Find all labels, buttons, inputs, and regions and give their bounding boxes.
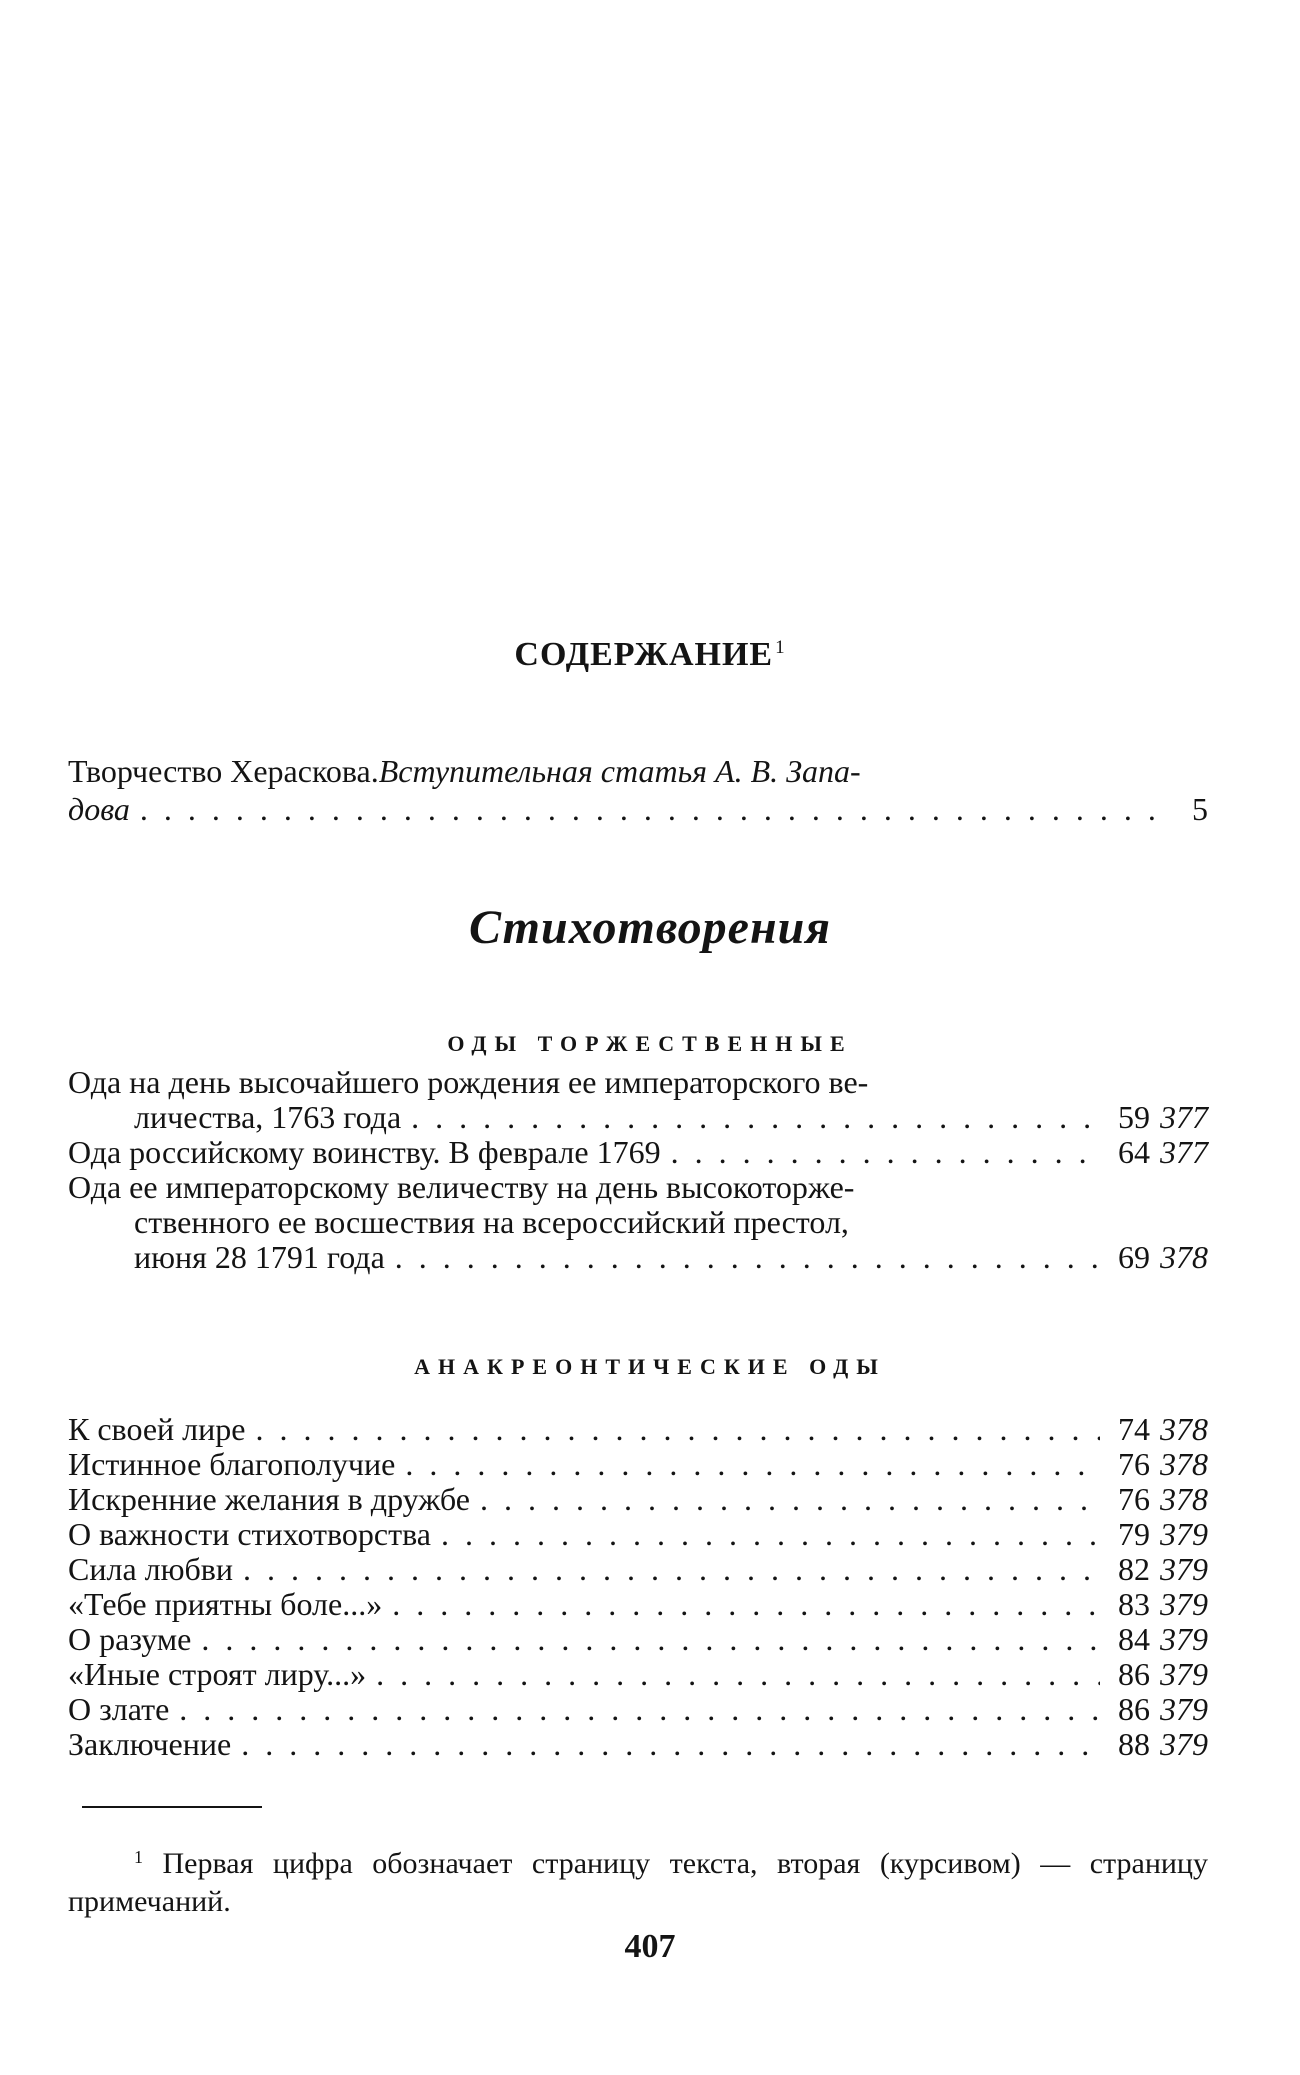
dot-leader: [661, 1135, 1100, 1170]
intro-line-1: [68, 752, 1208, 790]
notes-page: 377: [1160, 1134, 1208, 1170]
dot-leader: [191, 1622, 1100, 1657]
entry-label: О разуме: [68, 1621, 192, 1657]
entry-label: К своей лире: [68, 1411, 246, 1447]
contents-title: [0, 636, 1300, 674]
dot-leader: [431, 1517, 1100, 1552]
notes-page: 378: [1160, 1481, 1208, 1517]
toc-entry[interactable]: [68, 1657, 1208, 1692]
intro-subtitle-end: дова: [68, 791, 130, 827]
text-page: 86: [1118, 1691, 1150, 1727]
notes-page: 378: [1160, 1446, 1208, 1482]
intro-entry[interactable]: [68, 752, 1208, 828]
text-page: 69: [1118, 1239, 1150, 1275]
notes-page: 379: [1160, 1516, 1208, 1552]
entry-label: О злате: [68, 1691, 170, 1727]
entry-label: июня 28 1791 года: [134, 1239, 385, 1275]
entry-label: личества, 1763 года: [134, 1099, 402, 1135]
text-page: 86: [1118, 1656, 1150, 1692]
entry-label: «Иные строят лиру...»: [68, 1656, 367, 1692]
toc-entry[interactable]: [68, 1135, 1208, 1170]
toc-entry[interactable]: [68, 1412, 1208, 1447]
text-page: 79: [1118, 1516, 1150, 1552]
toc-entry[interactable]: [68, 1587, 1208, 1622]
dot-leader: [130, 790, 1174, 828]
entry-line: Ода ее императорскому величеству на день высокоторже-: [68, 1169, 855, 1205]
footnote-marker: 1: [775, 637, 786, 658]
dot-leader: [231, 1727, 1100, 1762]
dot-leader: [470, 1482, 1100, 1517]
entry-label: Истинное благополучие: [68, 1446, 396, 1482]
intro-page: 5: [1192, 791, 1208, 827]
contents-title-text: СОДЕРЖАНИЕ: [514, 636, 774, 673]
toc-entry[interactable]: [68, 1065, 1208, 1135]
toc-entry[interactable]: [68, 1692, 1208, 1727]
notes-page: 379: [1160, 1551, 1208, 1587]
text-page: 64: [1118, 1134, 1150, 1170]
toc-entry[interactable]: [68, 1727, 1208, 1762]
entry-label: Сила любви: [68, 1551, 234, 1587]
section1-list: [68, 1065, 1208, 1275]
notes-page: 379: [1160, 1586, 1208, 1622]
entry-label: Искренние желания в дружбе: [68, 1481, 470, 1517]
page-number: 407: [624, 1928, 676, 1965]
entry-label: Ода российскому воинству. В феврале 1769: [68, 1134, 661, 1170]
notes-page: 379: [1160, 1691, 1208, 1727]
dot-leader: [395, 1447, 1100, 1482]
toc-entry[interactable]: [68, 1447, 1208, 1482]
notes-page: 379: [1160, 1726, 1208, 1762]
notes-page: 378: [1160, 1239, 1208, 1275]
dot-leader: [382, 1587, 1100, 1622]
dot-leader: [233, 1552, 1100, 1587]
text-page: 84: [1118, 1621, 1150, 1657]
dot-leader: [366, 1657, 1100, 1692]
dot-leader: [401, 1100, 1100, 1135]
dot-leader: [385, 1240, 1100, 1275]
footnote-mark: 1: [134, 1847, 143, 1867]
toc-entry[interactable]: [68, 1552, 1208, 1587]
toc-entry[interactable]: [68, 1517, 1208, 1552]
entry-label: О важности стихотворства: [68, 1516, 431, 1552]
text-page: 59: [1118, 1099, 1150, 1135]
dot-leader: [169, 1692, 1100, 1727]
dot-leader: [245, 1412, 1100, 1447]
entry-label: Заключение: [68, 1726, 232, 1762]
toc-entry[interactable]: [68, 1170, 1208, 1275]
intro-line-2: [68, 790, 1208, 828]
entry-line: Ода на день высочайшего рождения ее императорского ве-: [68, 1064, 869, 1100]
text-page: 88: [1118, 1726, 1150, 1762]
text-page: 83: [1118, 1586, 1150, 1622]
text-page: 74: [1118, 1411, 1150, 1447]
text-page: 82: [1118, 1551, 1150, 1587]
notes-page: 377: [1160, 1099, 1208, 1135]
section-title-anacreontic: АНАКРЕОНТИЧЕСКИЕ ОДЫ: [414, 1354, 886, 1379]
text-page: 76: [1118, 1446, 1150, 1482]
section-title-odes-solemn: ОДЫ ТОРЖЕСТВЕННЫЕ: [447, 1031, 853, 1056]
footnote: [68, 1838, 1208, 1921]
intro-author: Творчество Хераскова.: [68, 753, 379, 789]
entry-label: «Тебе приятны боле...»: [68, 1586, 383, 1622]
text-page: 76: [1118, 1481, 1150, 1517]
part-title: Стихотворения: [468, 901, 832, 954]
toc-entry[interactable]: [68, 1622, 1208, 1657]
notes-page: 379: [1160, 1656, 1208, 1692]
footnote-divider: [82, 1806, 262, 1808]
notes-page: 379: [1160, 1621, 1208, 1657]
notes-page: 378: [1160, 1411, 1208, 1447]
section2-list: [68, 1412, 1208, 1762]
intro-subtitle: Вступительная статья А. В. Запа-: [378, 753, 861, 789]
entry-line: ственного ее восшествия на всероссийский престол,: [134, 1204, 849, 1240]
toc-entry[interactable]: [68, 1482, 1208, 1517]
footnote-text: Первая цифра обозначает страницу текста, вторая (курсивом) — страницу примечаний.: [68, 1847, 1208, 1918]
